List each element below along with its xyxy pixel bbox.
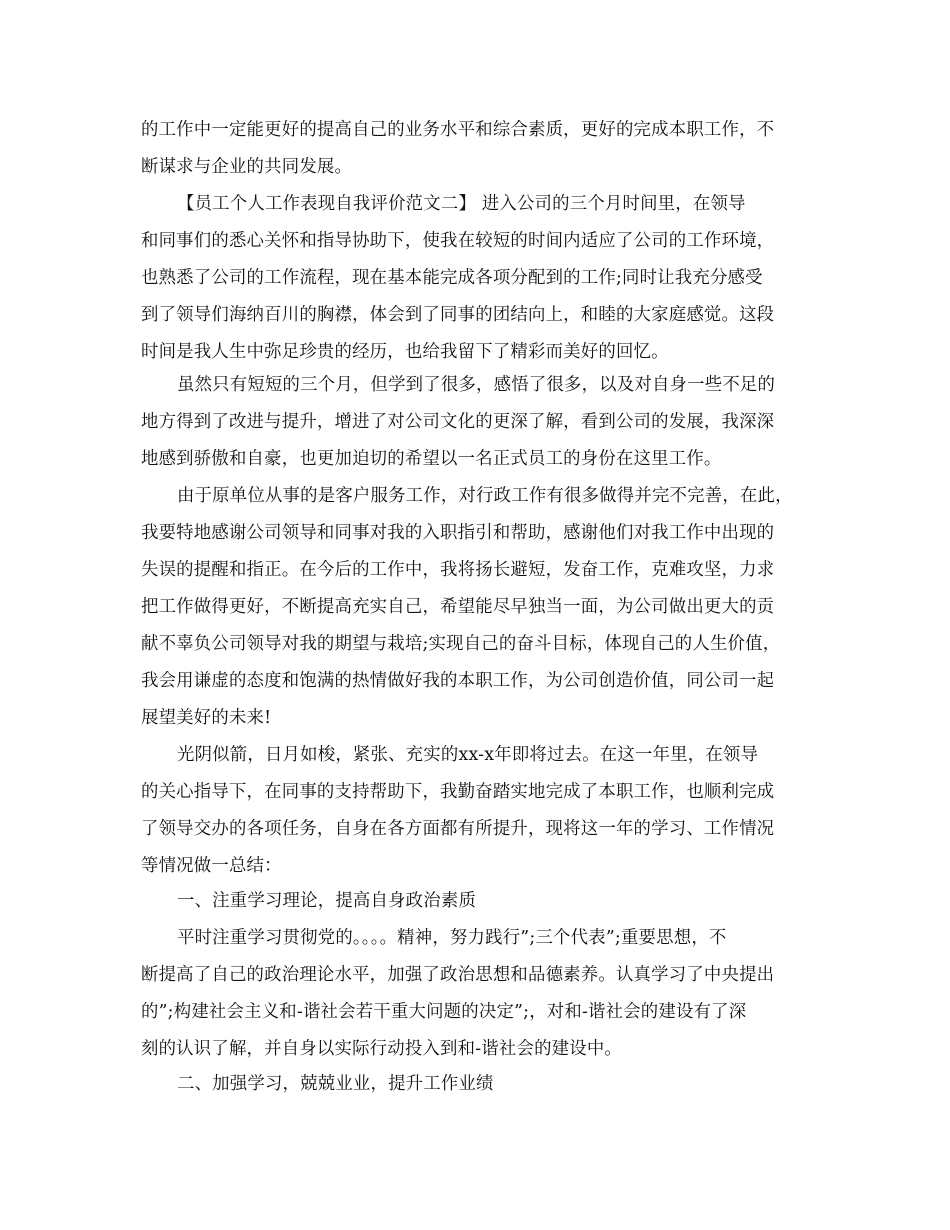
heading-line: 二、加强学习，兢兢业业，提升工作业绩 [177,1074,494,1094]
text-line: 平时注重学习贯彻党的。。。。精神，努力践行”;三个代表”;重要思想，不 [177,928,727,948]
section-heading-line: 【员工个人工作表现自我评价范文二】 进入公司的三个月时间里，在领导 [177,194,746,214]
text-line: 也熟悉了公司的工作流程，现在基本能完成各项分配到的工作;同时让我充分感受 [141,268,763,288]
text-line: 和同事们的悉心关怀和指导协助下，使我在较短的时间内适应了公司的工作环境， [141,231,775,251]
text-line: 地方得到了改进与提升，增进了对公司文化的更深了解，看到公司的发展，我深深 [141,412,775,432]
text-line: 的”;构建社会主义和-谐社会若干重大问题的决定”;，对和-谐社会的建设有了深 [141,1002,747,1022]
text-line: 等情况做一总结： [141,856,282,876]
text-line: 地感到骄傲和自豪，也更加迫切的希望以一名正式员工的身份在这里工作。 [141,449,722,469]
heading-line: 一、注重学习理论，提高自身政治素质 [177,891,477,911]
text-line: 失误的提醒和指正。在今后的工作中，我将扬长避短，发奋工作，克难攻坚，力求 [141,560,775,580]
text-line: 展望美好的未来! [141,708,272,728]
text-line: 把工作做得更好，不断提高充实自己，希望能尽早独当一面，为公司做出更大的贡 [141,597,775,617]
text-line: 虽然只有短短的三个月，但学到了很多，感悟了很多，以及对自身一些不足的 [177,375,776,395]
text-line: 的关心指导下，在同事的支持帮助下，我勤奋踏实地完成了本职工作，也顺利完成 [141,782,775,802]
text-line: 我要特地感谢公司领导和同事对我的入职指引和帮助，感谢他们对我工作中出现的 [141,523,775,543]
text-line: 时间是我人生中弥足珍贵的经历，也给我留下了精彩而美好的回忆。 [141,342,669,362]
text-line: 断提高了自己的政治理论水平，加强了政治思想和品德素养。认真学习了中央提出 [141,965,775,985]
text-line: 光阴似箭，日月如梭，紧张、充实的xx-x年即将过去。在这一年里，在领导 [177,745,759,765]
text-line: 了领导交办的各项任务，自身在各方面都有所提升，现将这一年的学习、工作情况 [141,819,775,839]
text-line: 我会用谦虚的态度和饱满的热情做好我的本职工作，为公司创造价值，同公司一起 [141,671,775,691]
text-line: 献不辜负公司领导对我的期望与栽培;实现自己的奋斗目标，体现自己的人生价值， [141,634,781,654]
text-line: 断谋求与企业的共同发展。 [141,157,353,177]
text-line: 的工作中一定能更好的提高自己的业务水平和综合素质，更好的完成本职工作，不 [141,120,775,140]
text-line: 由于原单位从事的是客户服务工作，对行政工作有很多做得并完不完善，在此， [177,486,793,506]
text-line: 到了领导们海纳百川的胸襟，体会到了同事的团结向上，和睦的大家庭感觉。这段 [141,305,775,325]
text-line: 刻的认识了解，并自身以实际行动投入到和-谐社会的建设中。 [141,1039,623,1059]
